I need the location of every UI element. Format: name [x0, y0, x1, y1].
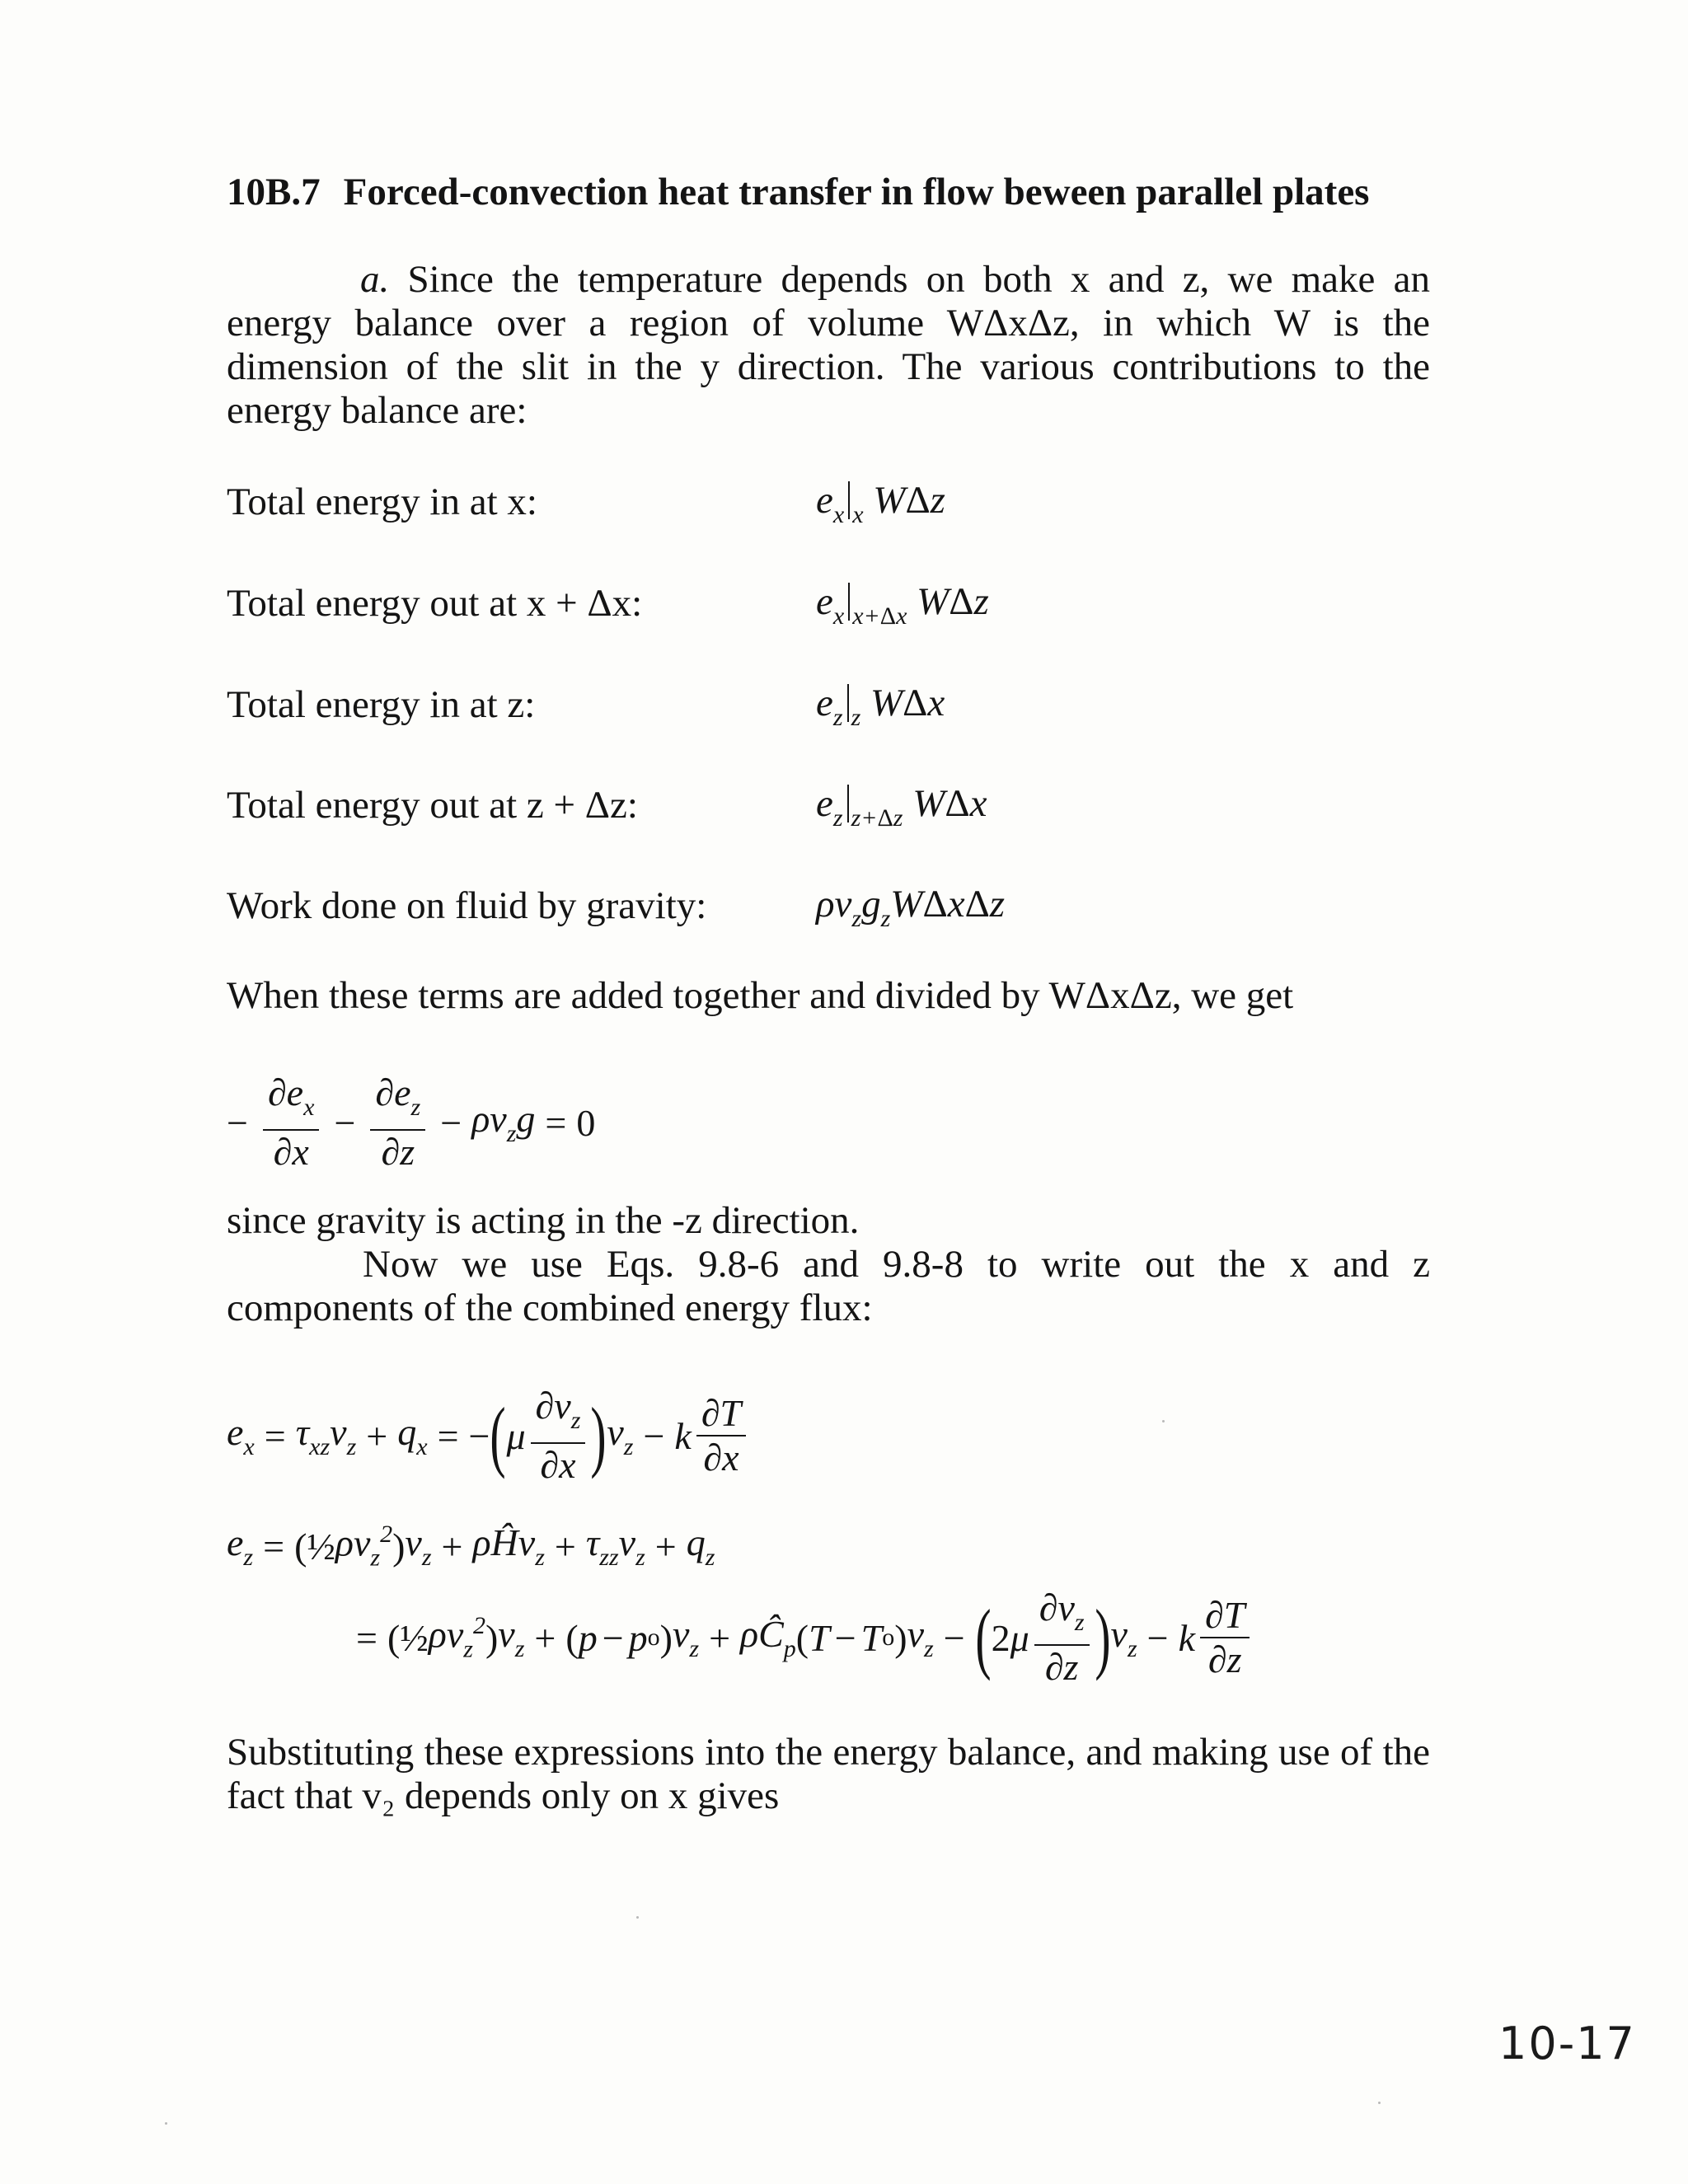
page-number: 10-17	[1498, 2018, 1636, 2069]
ex-flux-equation: $e_x$ = $\tau_{xz}v_z$ + $q_x$ = − ( μ $\frac{\partial v_z}{\partial x}$ ) $v_z$ − k $\frac{\partial T}{\partial x}$	[227, 1385, 751, 1487]
contribution-label: Work done on fluid by gravity:	[227, 884, 707, 927]
problem-number: 10B.7	[227, 171, 321, 213]
scan-speck	[1162, 1420, 1165, 1422]
scan-speck	[636, 1916, 639, 1919]
part-label: a.	[360, 258, 390, 301]
scan-speck	[1378, 2102, 1381, 2104]
problem-title: Forced-convection heat transfer in flow beween parallel plates	[343, 171, 1370, 213]
contribution-label: Total energy out at z + Δz:	[227, 784, 638, 827]
energy-out-x-expr: $e_x$ $_{x+\Delta x}$ WΔz	[816, 580, 989, 630]
intro-paragraph	[227, 258, 1430, 433]
energy-out-z-expr: $e_z$ $_{z+\Delta z}$ WΔx	[816, 782, 987, 832]
intro-text: Since the temperature depends on both x and z, we make an energy balance over a region of volume WΔxΔz, in which W is the dimension of the slit in the y direction. The various contributions to the energy balance are:	[227, 258, 1430, 432]
gravity-work-expr: $\rho v_zg_zW\Delta x\Delta z$	[816, 883, 1006, 932]
problem-heading	[227, 169, 1430, 215]
energy-in-z-expr: $e_z$ $_z$ WΔx	[816, 682, 945, 731]
energy-balance-equation: − $\frac{\partial e_x}{\partial x}$ − $\frac{\partial e_z}{\partial z}$ − $\rho v_zg$ = 0	[227, 1071, 596, 1173]
substituting-paragraph: Substituting these expressions into the energy balance, and making use of the fact that v₂ depends only on x gives	[227, 1731, 1430, 1817]
scan-speck	[165, 2122, 167, 2125]
gravity-note: since gravity is acting in the -z direction.	[227, 1199, 860, 1242]
contribution-label: Total energy in at x:	[227, 480, 537, 523]
contribution-label: Total energy in at z:	[227, 683, 536, 726]
contribution-label: Total energy out at x + Δx:	[227, 582, 643, 625]
after-terms-text: When these terms are added together and divided by WΔxΔz, we get	[227, 974, 1294, 1017]
flux-intro: Now we use Eqs. 9.8-6 and 9.8-8 to write out the x and z components of the combined energy flux:	[227, 1243, 1430, 1329]
energy-in-x-expr: $e_x$ $_x$ WΔz	[816, 479, 945, 528]
ez-flux-equation-line2: = (½ $\rho v_z^2$ ) $v_z$ + ( p − p o ) $v_z$ + $\rho Ĉ_p$ ( T − T o ) $v_z$ − ( 2 μ $\frac{\partial v_z}{\partial z}$ ) $v_z$ − k $\frac{\partial T}{\partial z}$	[346, 1586, 1254, 1689]
ez-flux-equation-line1: $e_z$ = (½ $\rho v_z^2$ ) $v_z$ + ρĤv$_z$ + $\tau_{zz}v_z$ + $q_z$	[227, 1521, 715, 1572]
